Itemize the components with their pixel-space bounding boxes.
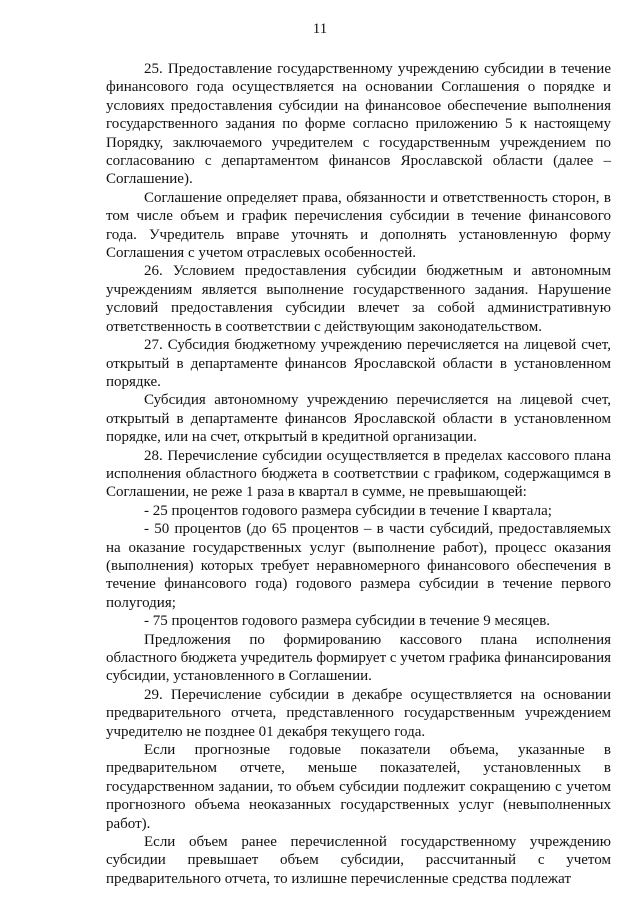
paragraph-excess-subsidy: Если объем ранее перечисленной государственному учреждению субсидии превышает объем субсидии, рассчитанный с учетом предварительного отчета, то излишне перечисленные средства подлежат (106, 834, 611, 887)
paragraph-27: 27. Субсидия бюджетному учреждению перечисляется на лицевой счет, открытый в департаменте финансов Ярославской области в установленном порядке. (106, 337, 611, 390)
list-item-25-percent: - 25 процентов годового размера субсидии в течение I квартала; (144, 502, 552, 519)
paragraph-28: 28. Перечисление субсидии осуществляется в пределах кассового плана исполнения областного бюджета в соответствии с графиком, содержащимся в Соглашении, не реже 1 раза в квартал в сумме, не превышающей: (106, 447, 611, 501)
paragraph-29: 29. Перечисление субсидии в декабре осуществляется на основании предварительного отчета, представленного государственным учреждением учредителю не позднее 01 декабря текущего года. (106, 686, 611, 740)
page-number: 11 (312, 21, 328, 37)
paragraph-26: 26. Условием предоставления субсидии бюджетным и автономным учреждениям является выполнение государственного задания. Нарушение условий предоставления субсидии влечет за собой административную ответственность в соответствии с действующим законодательством. (106, 263, 611, 335)
paragraph-agreement-rights: Соглашение определяет права, обязанности и ответственность сторон, в том числе объем и график перечисления субсидии в течение финансового года. Учредитель вправе уточнять и дополнять установленную форму Соглашения с учетом отраслевых особенностей. (106, 189, 611, 262)
paragraph-25: 25. Предоставление государственному учреждению субсидии в течение финансового года осуществляется на основании Соглашения о порядке и условиях предоставления субсидии на финансовое обеспечение выполнения государственного задания по форме согласно приложению 5 к настоящему Порядку, заключаемого учредителем с государственным учреждением по согласованию с департаментом финансов Ярославской области (далее – Соглашение). (106, 61, 611, 188)
document-body (106, 60, 611, 888)
list-item-50-percent: - 50 процентов (до 65 процентов – в части субсидий, предоставляемых на оказание государственных услуг (выполнение работ), процесс оказания (выполнения) которых требует неравномерного финансового обеспечения в течение финансового года) годового размера субсидии в течение первого полугодия; (106, 521, 611, 611)
paragraph-forecast-indicators: Если прогнозные годовые показатели объема, указанные в предварительном отчете, меньше показателей, установленных в государственном задании, то объем субсидии подлежит сокращению с учетом прогнозного объема неоказанных государственных услуг (невыполненных работ). (106, 742, 611, 832)
paragraph-cash-plan-proposals: Предложения по формированию кассового плана исполнения областного бюджета учредитель формирует с учетом графика финансирования субсидии, установленного в Соглашении. (106, 631, 611, 685)
list-item-75-percent: - 75 процентов годового размера субсидии в течение 9 месяцев. (144, 613, 551, 630)
paragraph-autonomous-subsidy: Субсидия автономному учреждению перечисляется на лицевой счет, открытый в департаменте финансов Ярославской области в установленном порядке, или на счет, открытый в кредитной организации. (106, 392, 611, 446)
